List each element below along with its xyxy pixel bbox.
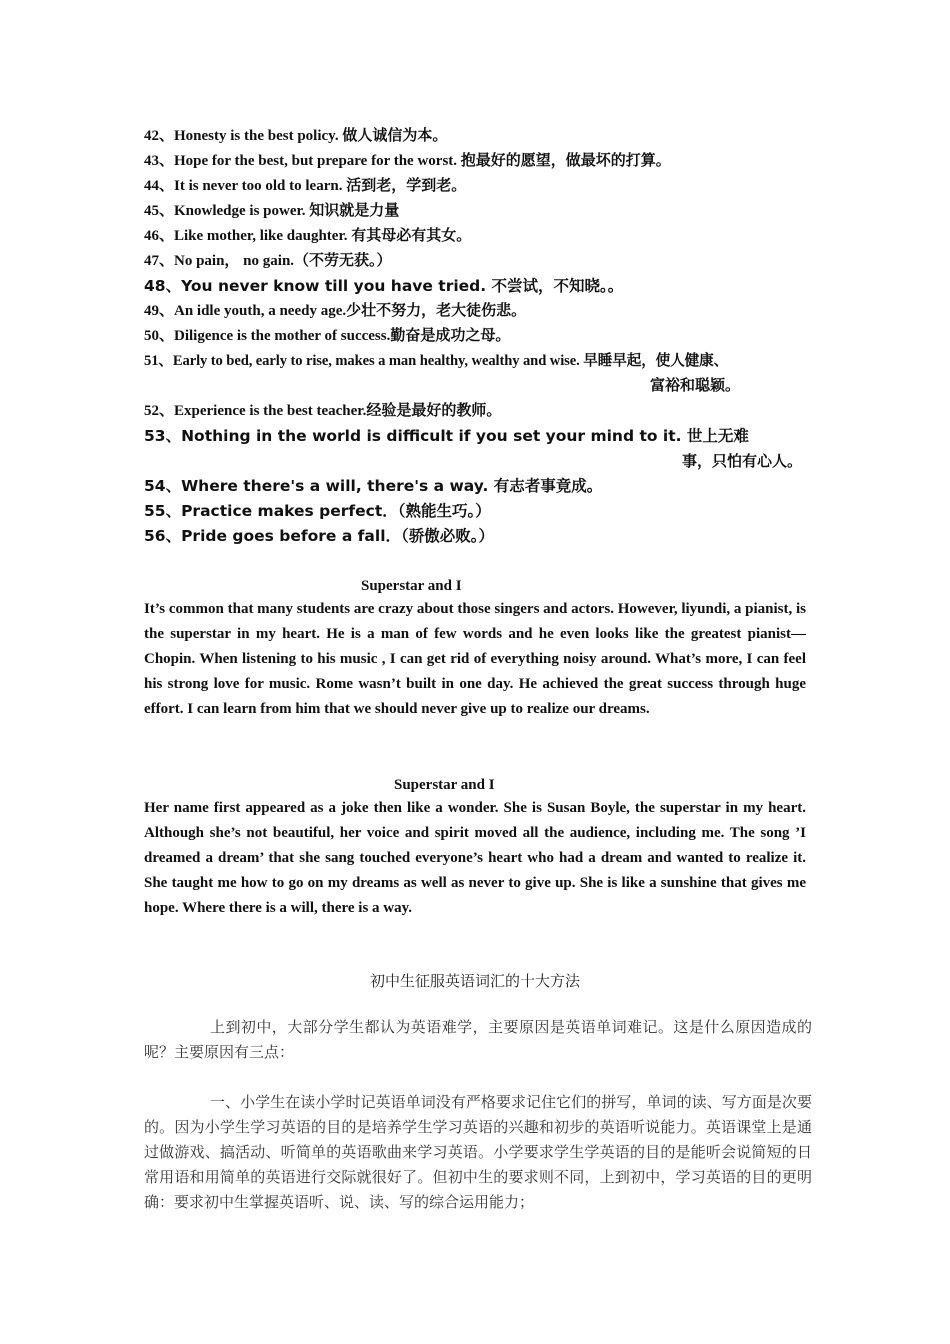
proverb-53-continued: 事，只怕有心人。 [682,452,803,470]
proverb-56: 56、Pride goes before a fall．（骄傲必败。） [144,527,495,545]
proverb-42: 42、Honesty is the best policy. 做人诚信为本。 [144,128,448,144]
proverb-51: 51、Early to bed, early to rise, makes a man healthy, wealthy and wise. 早睡早起，使人健康、 [144,353,729,369]
article-title: 初中生征服英语词汇的十大方法 [369,972,580,990]
proverb-49: 49、An idle youth, a needy age.少壮不努力，老大徒伤悲。 [144,303,527,319]
proverb-53: 53、Nothing in the world is difficult if you set your mind to it. 世上无难 [144,427,749,445]
proverb-43: 43、Hope for the best, but prepare for the worst. 抱最好的愿望，做最坏的打算。 [144,153,671,169]
essay2-title: Superstar and I [394,777,495,793]
proverb-50: 50、Diligence is the mother of success.勤奋是成功之母。 [144,328,511,344]
proverb-55: 55、Practice makes perfect．（熟能生巧。） [144,502,491,520]
proverb-48: 48、You never know till you have tried. 不尝试，不知晓。。 [144,277,624,295]
proverb-45: 45、Knowledge is power. 知识就是力量 [144,203,400,219]
article-paragraph-1: 上到初中，大部分学生都认为英语难学，主要原因是英语单词难记。这是什么原因造成的呢？主要原因有三点： [144,1018,812,1061]
proverb-54: 54、Where there's a will, there's a way. 有志者事竟成。 [144,477,603,495]
proverb-52: 52、Experience is the best teacher.经验是最好的教师。 [144,403,502,419]
essay1-title: Superstar and I [361,578,462,594]
proverb-44: 44、It is never too old to learn. 活到老，学到老。 [144,178,467,194]
essay2-body: Her name first appeared as a joke then like a wonder. She is Susan Boyle, the superstar in my heart. Although she’s not beautiful, her voice and spirit moved all the audience, including me. The song ’I dreamed a dream’ that she sang touched everyone’s heart who had a dream and wanted to realize it. She taught me how to go on my dreams as well as never to give up. She is like a sunshine that gives me hope. Where there is a will, there is a way. [144,800,806,916]
article-paragraph-2: 一、小学生在读小学时记英语单词没有严格要求记住它们的拼写，单词的读、写方面是次要的。因为小学生学习英语的目的是培养学生学习英语的兴趣和初步的英语听说能力。英语课堂上是通过做游戏、搞活动、听简单的英语歌曲来学习英语。小学要求学生学英语的目的是能听会说简短的日常用语和用简单的英语进行交际就很好了。但初中生的要求则不同，上到初中，学习英语的目的更明确：要求初中生掌握英语听、说、读、写的综合运用能力； [144,1093,812,1211]
proverb-47: 47、No pain， no gain.（不劳无获。） [144,253,392,269]
proverb-51-continued: 富裕和聪颖。 [650,378,741,394]
proverb-46: 46、Like mother, like daughter. 有其母必有其女。 [144,228,472,244]
essay1-body: It’s common that many students are crazy about those singers and actors. However, liyundi, a pianist, is the superstar in my heart. He is a man of few words and he even looks like the greatest pianist—Chopin. When listening to his music , I can get rid of everything noisy around. What’s more, I can feel his strong love for music. Rome wasn’t built in one day. He achieved the great success through huge effort. I can learn from him that we should never give up to realize our dreams. [144,601,806,717]
